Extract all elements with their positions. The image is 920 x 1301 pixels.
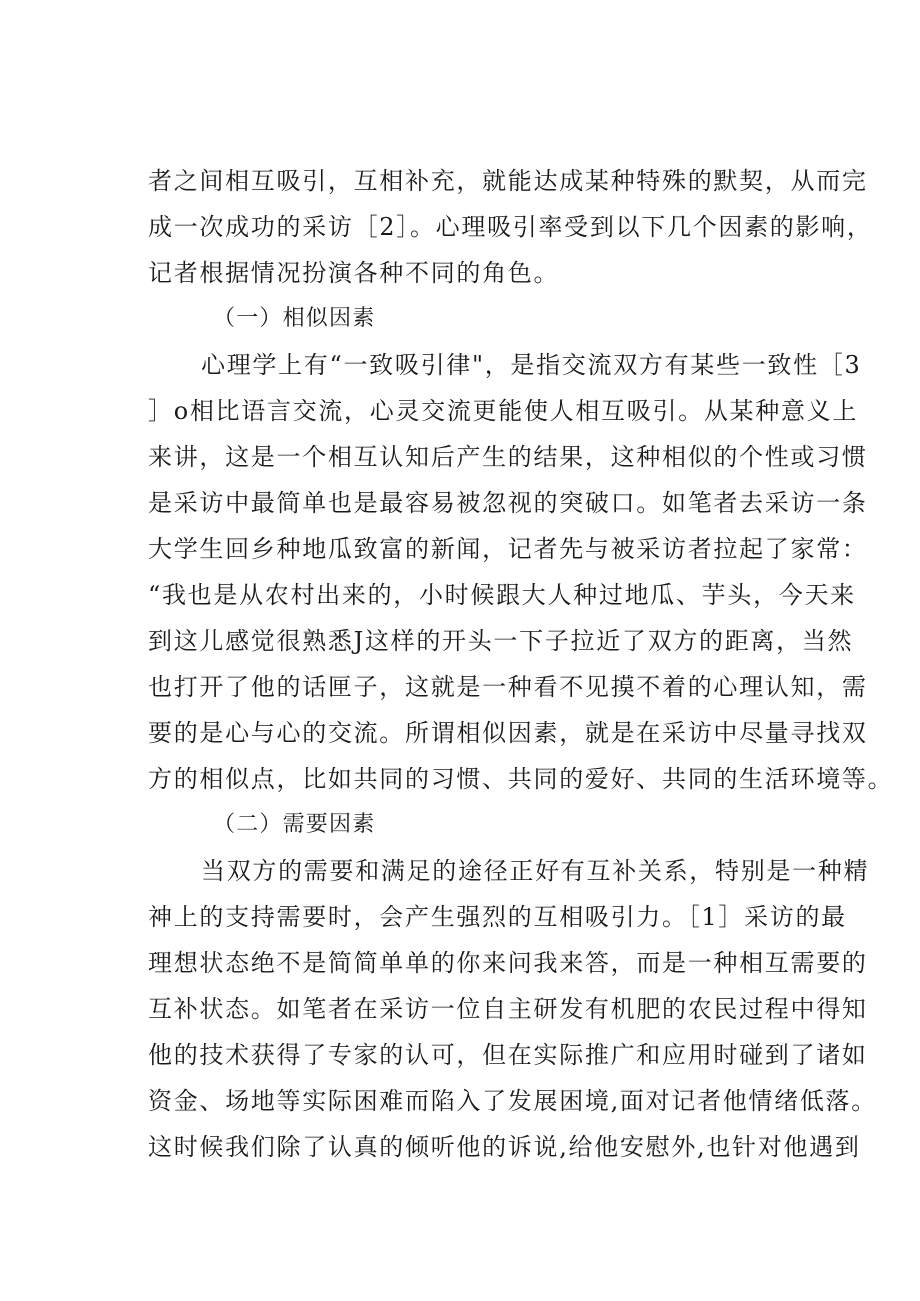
- paragraph-line: 互补状态。如笔者在采访一位自主研发有机肥的农民过程中得知: [148, 995, 868, 1023]
- paragraph-line: 他的技术获得了专家的认可，但在实际推广和应用时碰到了诸如: [148, 1041, 868, 1069]
- paragraph-line: 这时候我们除了认真的倾听他的诉说,给他安慰外,也针对他遇到: [148, 1133, 861, 1161]
- paragraph-line: ］o相比语言交流，心灵交流更能使人相互吸引。从某种意义上: [148, 397, 859, 425]
- paragraph-line: 神上的支持需要时，会产生强烈的互相吸引力。［1］采访的最: [148, 903, 847, 931]
- document-body: [148, 158, 894, 1170]
- paragraph-line: 要的是心与心的交流。所谓相似因素，就是在采访中尽量寻找双: [148, 719, 868, 747]
- section-heading-needs: （二）需要因素: [213, 812, 376, 837]
- paragraph-line: 资金、场地等实际困难而陷入了发展困境,面对记者他情绪低落。: [148, 1087, 877, 1115]
- paragraph-line: “我也是从农村出来的，小时候跟大人种过地瓜、芋头，今天来: [148, 581, 856, 609]
- paragraph-line: 理想状态绝不是简简单单的你来问我来答，而是一种相互需要的: [148, 949, 868, 977]
- paragraph-line: 大学生回乡种地瓜致富的新闻，记者先与被采访者拉起了家常：: [148, 535, 868, 563]
- paragraph-line: 者之间相互吸引，互相补充，就能达成某种特殊的默契，从而完: [148, 167, 868, 195]
- paragraph-line: 当双方的需要和满足的途径正好有互补关系，特别是一种精: [201, 857, 870, 885]
- paragraph-line: 是采访中最简单也是最容易被忽视的突破口。如笔者去采访一条: [148, 489, 868, 517]
- section-heading-similarity: （一）相似因素: [213, 306, 376, 331]
- paragraph-line: 来讲，这是一个相互认知后产生的结果，这种相似的个性或习惯: [148, 443, 868, 471]
- paragraph-line: 心理学上有“一致吸引律"，是指交流双方有某些一致性［3: [201, 351, 862, 379]
- paragraph-line: 记者根据情况扮演各种不同的角色。: [148, 259, 560, 287]
- paragraph-line: 成一次成功的采访［2］。心理吸引率受到以下几个因素的影响，: [148, 213, 873, 241]
- paragraph-line: 到这儿感觉很熟悉J这样的开头一下子拉近了双方的距离，当然: [148, 627, 854, 655]
- paragraph-line: 方的相似点，比如共同的习惯、共同的爱好、共同的生活环境等。: [148, 765, 894, 793]
- paragraph-line: 也打开了他的话匣子，这就是一种看不见摸不着的心理认知，需: [148, 673, 868, 701]
